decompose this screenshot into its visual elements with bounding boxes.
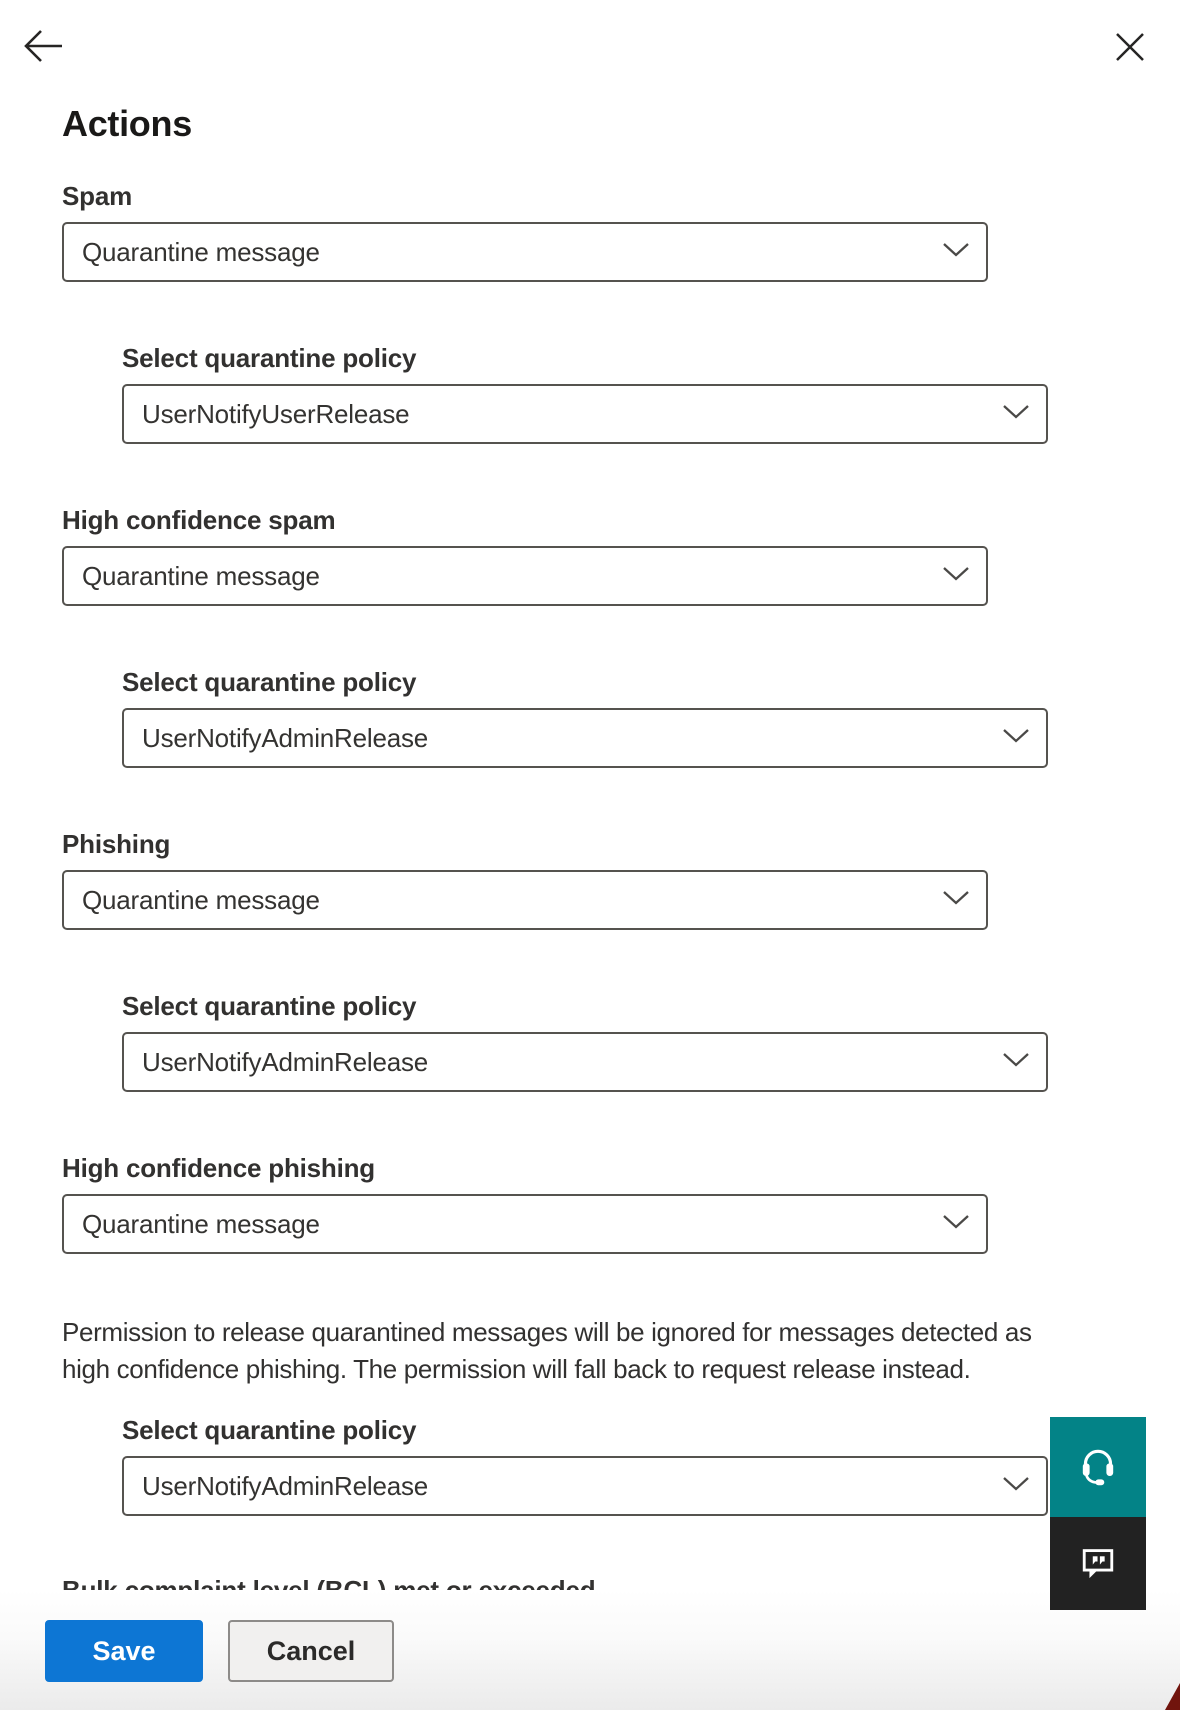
high-confidence-phishing-note xyxy=(62,1314,1122,1388)
field-spam xyxy=(62,180,1122,282)
panel-content xyxy=(62,102,1122,1606)
chevron-down-icon xyxy=(990,1476,1030,1497)
chevron-down-icon xyxy=(990,404,1030,425)
save-button[interactable]: Save xyxy=(45,1620,203,1682)
field-label: Select quarantine policy xyxy=(122,343,417,373)
note-line: Permission to release quarantined messages will be ignored for messages detected as xyxy=(62,1317,1032,1347)
high-confidence-phishing-action-select[interactable] xyxy=(62,1194,988,1254)
field-label: Select quarantine policy xyxy=(122,1415,417,1445)
spam-quarantine-policy-select[interactable] xyxy=(122,384,1048,444)
field-spam-quarantine-policy xyxy=(122,342,1122,444)
chevron-down-icon xyxy=(930,242,970,263)
note-line: high confidence phishing. The permission will fall back to request release instead. xyxy=(62,1354,971,1384)
chevron-down-icon xyxy=(990,728,1030,749)
field-high-confidence-spam xyxy=(62,504,1122,606)
field-label: Select quarantine policy xyxy=(122,667,417,697)
headset-icon xyxy=(1077,1444,1119,1491)
select-value: UserNotifyAdminRelease xyxy=(142,1047,429,1077)
phishing-action-select[interactable] xyxy=(62,870,988,930)
field-label: High confidence phishing xyxy=(62,1153,375,1183)
select-value: UserNotifyAdminRelease xyxy=(142,723,429,753)
spam-action-select[interactable] xyxy=(62,222,988,282)
chat-bubble-icon xyxy=(1079,1543,1117,1584)
field-phishing xyxy=(62,828,1122,930)
select-value: Quarantine message xyxy=(82,561,320,591)
select-value: Quarantine message xyxy=(82,885,320,915)
page-title: Actions xyxy=(62,103,192,144)
close-icon xyxy=(1114,32,1146,62)
select-value: Quarantine message xyxy=(82,1209,320,1239)
back-button[interactable] xyxy=(22,27,64,65)
select-value: Quarantine message xyxy=(82,237,320,267)
high-confidence-spam-action-select[interactable] xyxy=(62,546,988,606)
back-arrow-icon xyxy=(22,27,64,65)
field-label: Phishing xyxy=(62,829,171,859)
field-label: Select quarantine policy xyxy=(122,991,417,1021)
chevron-down-icon xyxy=(990,1052,1030,1073)
feedback-button[interactable] xyxy=(1050,1517,1146,1610)
field-high-confidence-phishing-quarantine-policy xyxy=(122,1414,1122,1516)
select-value: UserNotifyAdminRelease xyxy=(142,1471,429,1501)
field-label: Spam xyxy=(62,181,133,211)
chevron-down-icon xyxy=(930,1214,970,1235)
corner-artifact xyxy=(1165,1683,1180,1710)
high-confidence-spam-quarantine-policy-select[interactable] xyxy=(122,708,1048,768)
chevron-down-icon xyxy=(930,890,970,911)
close-button[interactable] xyxy=(1114,32,1146,62)
field-high-confidence-spam-quarantine-policy xyxy=(122,666,1122,768)
help-button[interactable] xyxy=(1050,1417,1146,1517)
field-label: High confidence spam xyxy=(62,505,336,535)
chevron-down-icon xyxy=(930,566,970,587)
field-phishing-quarantine-policy xyxy=(122,990,1122,1092)
field-high-confidence-phishing xyxy=(62,1152,1122,1254)
panel-footer xyxy=(0,1590,1180,1710)
high-confidence-phishing-quarantine-policy-select[interactable] xyxy=(122,1456,1048,1516)
phishing-quarantine-policy-select[interactable] xyxy=(122,1032,1048,1092)
select-value: UserNotifyUserRelease xyxy=(142,399,410,429)
cancel-button[interactable]: Cancel xyxy=(228,1620,394,1682)
